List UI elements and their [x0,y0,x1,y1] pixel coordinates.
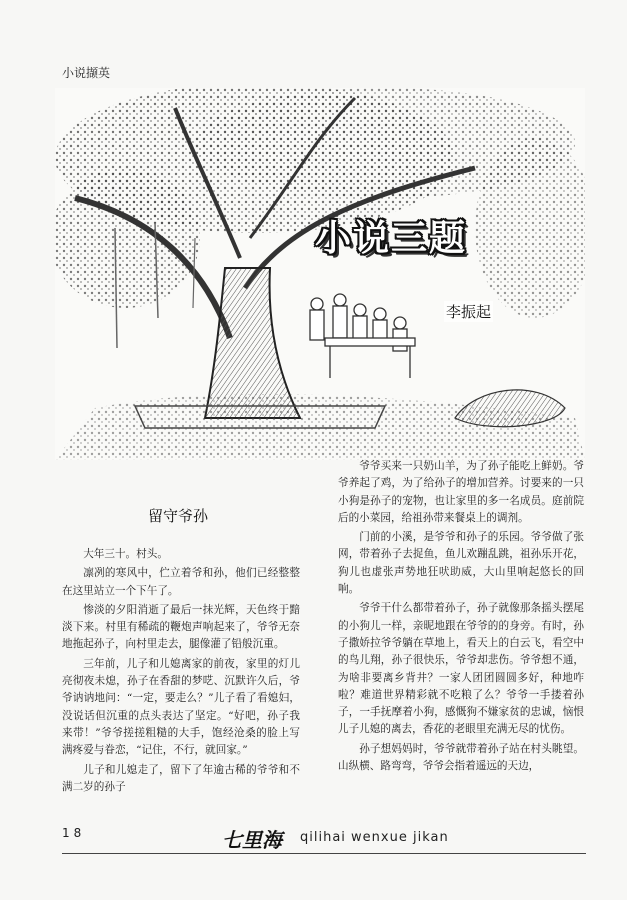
article-title: 小说三题 [315,218,468,259]
footer-divider [62,853,586,854]
left-column [62,546,300,798]
page-number: 18 [62,826,86,840]
story-title: 留守爷孙 [148,507,209,525]
magazine-name-cn: 七里海 [222,828,282,852]
paragraph: 儿子和儿媳走了，留下了年逾古稀的爷爷和不满二岁的孙子 [62,763,300,793]
paragraph: 三年前，儿子和儿媳离家的前夜，家里的灯儿亮彻夜未熄，孙子在香甜的梦呓、沉默许久后，爷爷讷讷地问：“一定，要走么？”儿子看了看媳妇，没说话但沉重的点头表达了坚定。“好吧，孙子我来带！”爷爷搓搓粗糙的大手，饱经沧桑的脸上写满疼爱与眷恋，“记住，不行，就回家。” [62,657,300,757]
right-column [338,458,584,777]
tree-illustration [55,88,585,460]
paragraph: 惨淡的夕阳消逝了最后一抹光辉，天色终于黯淡下来。村里有稀疏的鞭炮声响起来了，爷爷无奈地拖起孙子，向村里走去，腿像灌了铅般沉重。 [62,603,300,651]
section-label: 小说撷英 [62,66,111,80]
paragraph: 孙子想妈妈时，爷爷就带着孙子站在村头眺望。山纵横、路弯弯，爷爷会指着遥远的天边， [338,742,584,773]
paragraph: 凛冽的寒风中，伫立着爷和孙，他们已经整整在这里站立一个下午了。 [62,567,300,597]
paragraph: 爷爷买来一只奶山羊，为了孙子能吃上鲜奶。爷爷养起了鸡，为了给孙子的增加营养。讨要来的一只小狗是孙子的宠物，也让家里的多一名成员。庭前院后的小菜园，给祖孙带来餐桌上的调剂。 [338,460,584,524]
paragraph: 门前的小溪，是爷爷和孙子的乐园。爷爷做了张网，带着孙子去捉鱼，鱼儿欢蹦乱跳，祖孙乐开花，狗儿也虚张声势地狂吠助威，大山里响起悠长的回响。 [338,531,584,596]
paragraph: 大年三十。村头。 [83,548,168,560]
magazine-name-en: qilihai wenxue jikan [300,830,449,845]
paragraph: 爷爷干什么都带着孙子，孙子就像那条摇头摆尾的小狗儿一样，亲昵地跟在爷爷的的身旁。有时，孙子撒娇拉爷爷躺在草地上，看天上的白云飞，看空中的鸟儿翔，孙子很快乐，爷爷却悲伤。爷爷想不通，为啥非要离乡背井？一家人团团圆圆多好，种地咋啦？难道世界精彩就不吃粮了么？爷爷一手搂着孙子，一手抚摩着小狗，感慨狗不嫌家贫的忠诚，恼恨儿子儿媳的离去，香花的老眼里充满无尽的忧伤。 [338,602,584,736]
author-name: 李振起 [446,303,492,321]
